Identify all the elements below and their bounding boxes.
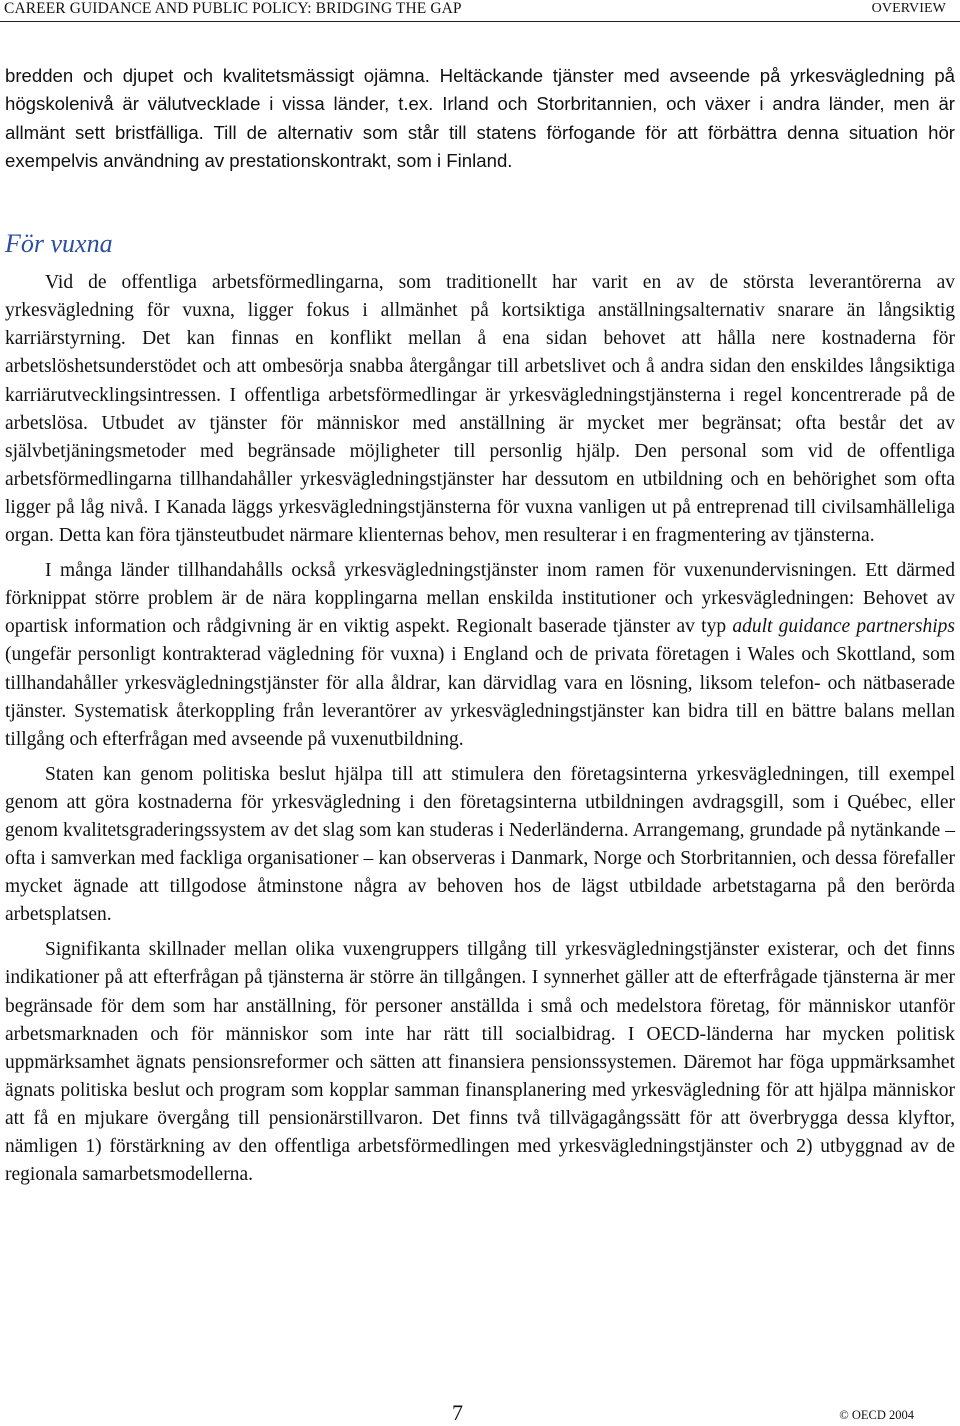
paragraph-2 [5, 557, 955, 754]
header-section: OVERVIEW [871, 1, 946, 16]
header-title: CAREER GUIDANCE AND PUBLIC POLICY: BRIDGING THE GAP [4, 0, 462, 17]
running-header [0, 0, 960, 22]
intro-paragraph: bredden och djupet och kvalitetsmässigt ojämna. Heltäckande tjänster med avseende på yrkesvägledning på högskolenivå är välutvecklade i vissa länder, t.ex. Irland och Storbritannien, och växer i andra länder, men är allmänt sett bristfälliga. Till de alternativ som står till statens förfogande för att förbättra denna situation hör exempelvis användning av prestationskontrakt, som i Finland. [5, 65, 955, 171]
page-number: 7 [452, 1400, 463, 1425]
paragraph-4: Signifikanta skillnader mellan olika vuxengruppers tillgång till yrkesvägledningstjänster existerar, och det finns indikationer på att efterfrågan på tjänsterna är större än tillgången. I synnerhet gäller att de efterfrågade tjänsterna är mer begränsade för dem som har anställning, för personer anställda i små och medelstora företag, för människor utanför arbetsmarknaden och för människor som inte har rätt till socialbidrag. I OECD-länderna har mycken politisk uppmärksamhet ägnats pensionsreformer och sätten att finansiera pensionssystemen. Däremot har föga uppmärksamhet ägnats politiska beslut och program som kopplar samman finansplanering med yrkesvägledning för att hjälpa människor att få en mjukare övergång till pensionärstillvaron. Det finns två tillvägagångssätt för att överbrygga dessa klyftor, nämligen 1) förstärkning av den offentliga arbetsförmedlingen med yrkesvägledningstjänster och 2) utbyggnad av de regionala samarbetsmodellerna. [5, 939, 955, 1186]
header-rule [0, 21, 960, 22]
page-body [5, 62, 955, 1189]
page-footer [0, 1396, 960, 1425]
paragraph-2-text-b: (ungefär personligt kontrakterad vägledning för vuxna) i England och de privata företagen i Wales och Skottland, som tillhandahåller yrkesvägledningstjänster för alla åldrar, kan därvidlag vara en lösning, liksom telefon- och nätbaserade tjänster. Systematisk återkoppling från leverantörer av yrkesvägledningstjänster kan bidra till en bättre balans mellan tillgång och efterfrågan med avseende på vuxenutbildning. [5, 644, 955, 750]
paragraph-1: Vid de offentliga arbetsförmedlingarna, som traditionellt har varit en av de största leverantörerna av yrkesvägledning för vuxna, ligger fokus i allmänhet på kortsiktiga anställningsalternativ snarare än långsiktig karriärstyrning. Det kan finnas en konflikt mellan å ena sidan behovet att hålla nere kostnaderna för arbetslöshetsunderstödet och att ombesörja snabba återgångar till arbetslivet och å andra sidan den enskildes långsiktiga karriärutvecklingsintressen. I offentliga arbetsförmedlingar är yrkesvägledningstjänsterna i regel koncentrerade på de arbetslösa. Utbudet av tjänster för människor med anställning är mycket mer begränsat; ofta består det av självbetjäningsmetoder med begränsade möjligheter till personlig hjälp. Den personal som vid de offentliga arbetsförmedlingarna tillhandahåller yrkesvägledningstjänster har dessutom en utbildning och en behörighet som ofta ligger på låg nivå. I Kanada läggs yrkesvägledningstjänsterna för vuxna vanligen ut på entreprenad till civilsamhälleliga organ. Detta kan föra tjänsteutbudet närmare klienternas behov, men resulterar i en fragmentering av tjänsterna. [5, 272, 955, 547]
paragraph-2-text-a: I många länder tillhandahålls också yrkesvägledningstjänster inom ramen för vuxenundervisningen. Ett därmed förknippat större problem är de nära kopplingarna mellan enskilda institutioner och yrkesvägledningen: Behovet av opartisk information och rådgivning är en viktig aspekt. Regionalt baserade tjänster av typ [5, 560, 955, 638]
section-heading: För vuxna [5, 229, 113, 259]
paragraph-2-italic-term: adult guidance partnerships [732, 616, 955, 638]
copyright-notice: © OECD 2004 [839, 1408, 914, 1422]
paragraph-3: Staten kan genom politiska beslut hjälpa till att stimulera den företagsinterna yrkesvägledningen, till exempel genom att göra kostnaderna för yrkesvägledning i den företagsinterna utbildningen avdragsgill, som i Québec, eller genom kvalitetsgraderingssystem av det slag som kan studeras i Nederländerna. Arrangemang, grundade på nytänkande – ofta i samverkan med fackliga organisationer – kan observeras i Danmark, Norge och Storbritannien, och dessa förefaller mycket ägnade att tillgodose åtminstone några av behoven hos de lägst utbildade arbetstagarna på den berörda arbetsplatsen. [5, 763, 955, 926]
